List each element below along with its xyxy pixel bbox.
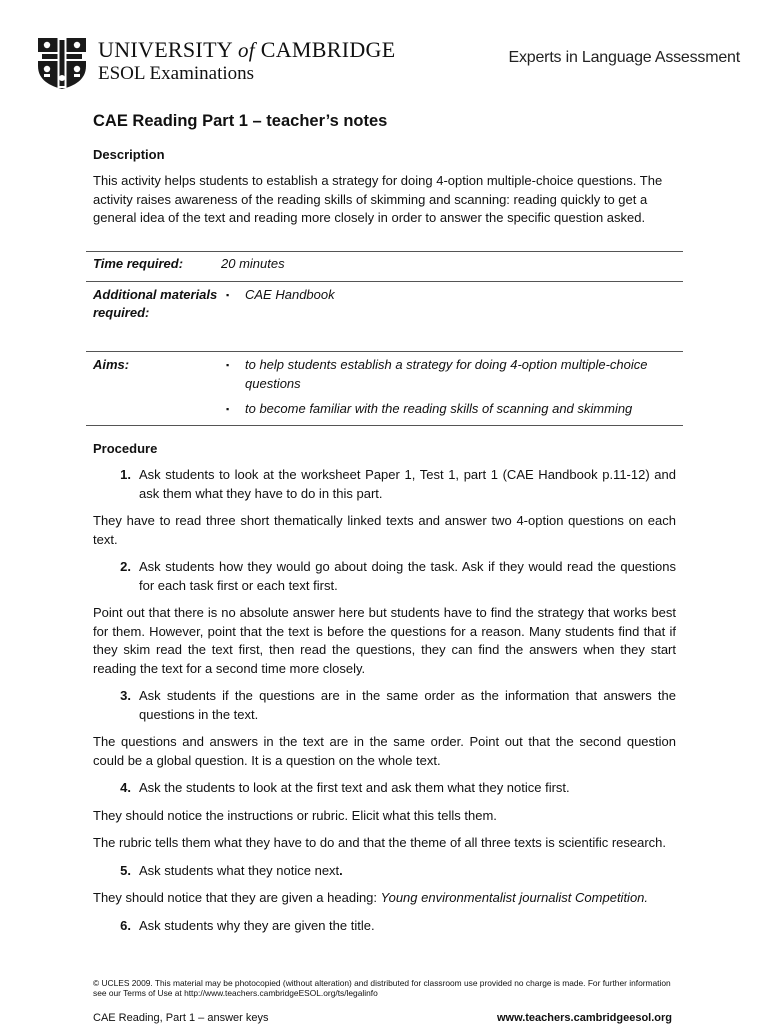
step-text: Ask students what they notice next. [139, 862, 343, 878]
step-note: The questions and answers in the text are in the same order. Point out that the second question could be a global question. It is a question on the whole text. [93, 734, 676, 768]
procedure-step [93, 558, 676, 595]
esol-examinations: ESOL Examinations [98, 63, 255, 84]
procedure-section [93, 440, 676, 944]
footer-website: www.teachers.cambridgeesol.org [496, 1012, 672, 1024]
page-title: CAE Reading Part 1 – teacher’s notes [93, 112, 388, 130]
university-wordmark [98, 38, 395, 86]
list-item: ▪ CAE Handbook [221, 286, 683, 305]
copyright-notice: © UCLES 2009. This material may be photocopied (without alteration) and distributed for classroom use provided no charge is made. For further information see our Terms of Use at http://www.teachers.cambridgeESOL.org/ts/legalinfo [93, 978, 671, 998]
aims-list [221, 352, 683, 426]
list-item: ▪ to help students establish a strategy for doing 4-option multiple-choice questions [221, 356, 683, 393]
step-text: Ask students if the questions are in the same order as the information that answers the questions in the text. [139, 688, 676, 722]
step-note: They should notice the instructions or rubric. Elicit what this tells them. [93, 807, 497, 823]
step-number: 6. [120, 917, 131, 933]
step-text: Ask students how they would go about doing the task. Ask if they would read the questions for each task first or each text first. [139, 559, 676, 593]
procedure-step [93, 779, 676, 798]
description-heading: Description [93, 147, 165, 162]
table-row-time [86, 252, 683, 282]
step-note: Point out that there is no absolute answer here but students have to find the strategy that works best for them. However, point that the text is before the questions for a reason. Many students find that if they skim read the text first, then read the questions, they can find the answers when they start reading the text for a second time more closely. [93, 605, 676, 676]
step-note: The rubric tells them what they have to do and that the theme of all three texts is scientific research. [93, 835, 667, 850]
aims-label: Aims: [93, 357, 130, 372]
intro-section [93, 110, 683, 228]
bullet-icon: ▪ [226, 289, 230, 300]
procedure-step [93, 687, 676, 724]
procedure-heading: Procedure [93, 441, 158, 456]
university-crest-icon [36, 36, 88, 90]
footer-document-name: CAE Reading, Part 1 – answer keys [93, 1012, 269, 1024]
time-label: Time required: [93, 256, 184, 271]
tagline: Experts in Language Assessment [508, 49, 740, 66]
step-number: 1. [120, 467, 131, 482]
step-number: 3. [120, 688, 131, 703]
step-number: 4. [120, 780, 131, 795]
table-row-materials [86, 281, 683, 352]
step-note: They have to read three short thematically linked texts and answer two 4-option questions on each text. [93, 513, 676, 547]
list-item: ▪ to become familiar with the reading skills of scanning and skimming [221, 400, 683, 419]
activity-info-table [86, 251, 683, 426]
step-note: They should notice that they are given a heading: Young environmentalist journalist Competition. [93, 890, 649, 905]
procedure-step [93, 917, 676, 936]
time-value: 20 minutes [221, 256, 285, 271]
procedure-step [93, 466, 676, 503]
step-text: Ask students why they are given the title. [139, 917, 375, 933]
step-number: 5. [120, 862, 131, 878]
materials-label: Additional materials required: [93, 286, 218, 320]
bullet-icon: ▪ [226, 360, 230, 370]
page-header [36, 30, 746, 90]
procedure-step [93, 862, 676, 881]
materials-list [221, 281, 683, 352]
university-name: UNIVERSITY of CAMBRIDGE [98, 37, 396, 62]
bullet-icon: ▪ [226, 404, 230, 414]
table-row-aims [86, 352, 683, 426]
step-text: Ask the students to look at the first text and ask them what they notice first. [139, 780, 570, 795]
step-number: 2. [120, 559, 131, 574]
step-text: Ask students to look at the worksheet Paper 1, Test 1, part 1 (CAE Handbook p.11-12) and ask them what they have to do in this part. [139, 467, 676, 501]
description-text: This activity helps students to establish a strategy for doing 4-option multiple-choice questions. The activity raises awareness of the reading skills of skimming and scanning: reading quickly to get a general idea of the text and reading more closely in order to answer the specific question asked. [93, 173, 663, 225]
